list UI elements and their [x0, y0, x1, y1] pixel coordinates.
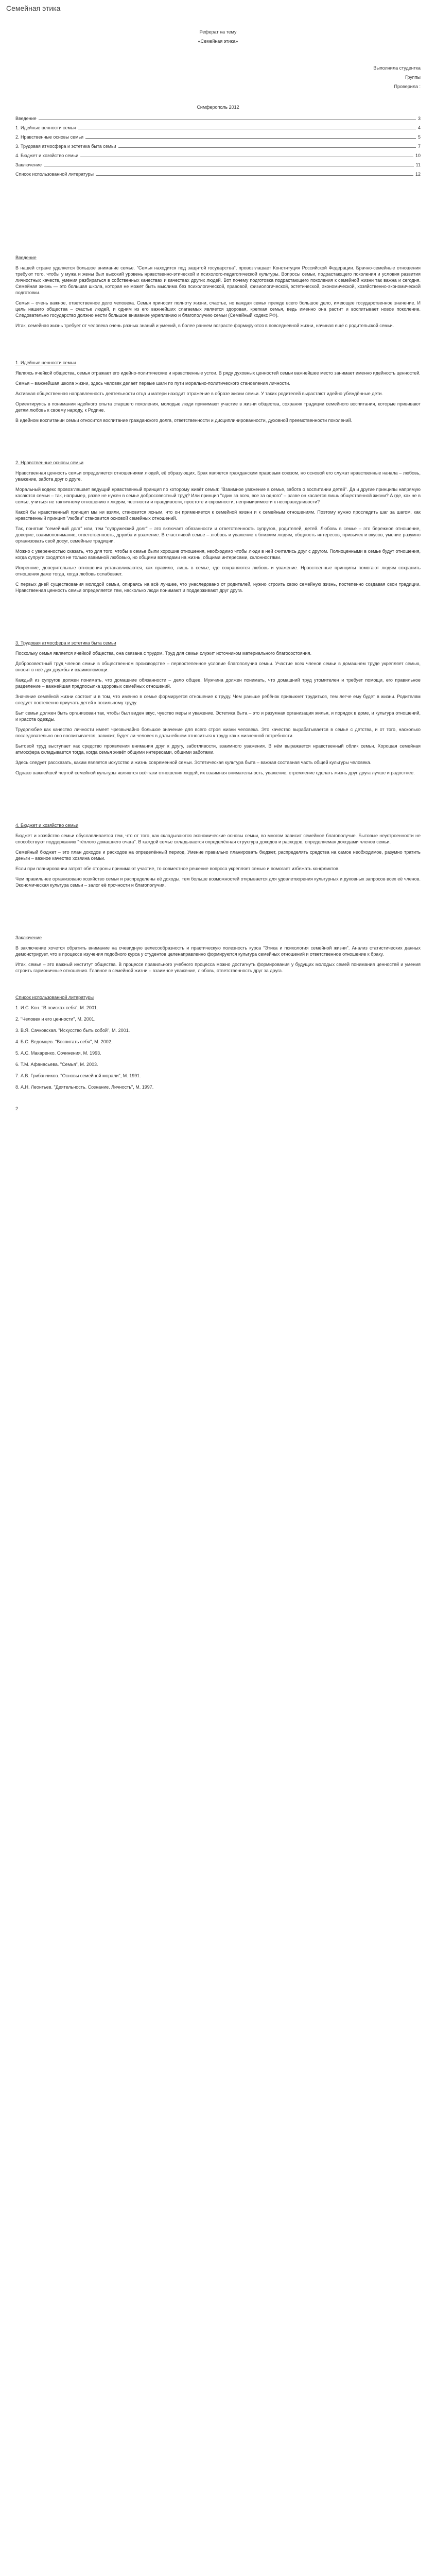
toc-label: Введение [15, 116, 37, 121]
intro-section [15, 255, 421, 329]
section-moral-foundations [15, 460, 421, 594]
list-item: 7. А.В. Грибанчиков. "Основы семейной морали", М. 1991. [15, 1073, 141, 1078]
toc-page: 12 [415, 172, 421, 177]
section-heading: Список использованной литературы [15, 995, 94, 1000]
group-label: Группы [405, 75, 421, 80]
paragraph: Семья – важнейшая школа жизни, здесь человек делает первые шаги по пути морально-политического становления личности. [15, 381, 290, 386]
section-heading: 3. Трудовая атмосфера и эстетика быта семьи [15, 640, 116, 646]
toc-label: 3. Трудовая атмосфера и эстетика быта семьи [15, 144, 116, 149]
checked-by: Проверила : [394, 84, 421, 89]
toc-label: 2. Нравственные основы семьи [15, 134, 84, 140]
paragraph: В заключение хочется обратить внимание на очевидную целесообразность и практическую полезность курса "Этика и психология семейной жизни". Анализ статистических данных демонстрирует, что в процессе изучения подобного курса у студентов целенаправленно формируются культура семейных отношений и ответственное отношение к браку. [15, 945, 421, 957]
paragraph: Являясь ячейкой общества, семья отражает его идейно-политические и нравственные устои. В ряду духовных ценностей семьи важнейшее место занимает именно идейность ценностей. [15, 370, 421, 376]
paragraph: Семья – очень важное, ответственное дело человека. Семья приносит полноту жизни, счастье, но каждая семья прежде всего большое дело, имеющее государственное значение. И цель нашего общества – счастье людей, и одним из его важнейших слагаемых является здоровая, крепкая семья, ведь именно она растит и воспитывает новое поколение. Следовательно государство должно нести большое внимание укреплению и благополучию семьи (Семейный кодекс РФ). [15, 300, 421, 318]
paragraph: Бытовой труд выступает как средство проявления внимания друг к другу, заботливости, взаимного уважения. В нём выражается нравственный облик семьи. Хорошая семейная атмосфера складывается тогда, когда семья живёт общими интересами, общими заботами. [15, 743, 421, 755]
paragraph: Добросовестный труд членов семьи в общественном производстве – первостепенное условие благополучия семьи. Участие всех членов семьи в домашнем труде укрепляет семью, вносит в неё дух дружбы и взаимопомощи. [15, 661, 421, 672]
paragraph: Ориентируясь в понимании идейного опыта старшего поколения, молодые люди принимают участие в жизни общества, сохраняя традиции семейного воспитания, которые прививают детям любовь к своему народу, к Родине. [15, 401, 421, 413]
document-body [15, 23, 421, 1112]
paragraph: Бюджет и хозяйство семьи обуславливается тем, что от того, как складываются экономические основы семьи, во многом зависит семейное благополучие. Бытовые неустроенности не способствуют поддержанию "тёплого домашнего очага". В каждой семье складывается определённая структура доходов и расходов, определяемая доходами членов семьи. [15, 833, 421, 844]
paragraph: Нравственная ценность семьи определяется отношениями людей, её образующих. Брак является гражданским правовым союзом, но основой его служат нравственные начала – любовь, уважение, забота друг о друге. [15, 470, 421, 482]
performed-by: Выполнила студентка [373, 65, 421, 71]
toc-row [15, 152, 421, 159]
toc-row [15, 162, 421, 168]
section-work-atmosphere [15, 640, 421, 776]
paragraph: Можно с уверенностью сказать, что для того, чтобы в семье были хорошие отношения, необходимо чтобы люди в ней считались друг с другом. Полноценными в семье будут отношения, когда супруги сходятся не только взаимной любовью, но общими взглядами на жизнь, общими интересами, склонностями. [15, 549, 421, 560]
paragraph: Итак, семья – это важный институт общества. В процессе правильного учебного процесса можно достигнуть формирования у будущих молодых семей понимания ценностей и умения строить гармоничные отношения. Главное в семейной жизни – взаимное уважение, любовь, ответственность друг за друга. [15, 962, 421, 973]
toc-row [15, 134, 421, 140]
paragraph: Итак, семейная жизнь требует от человека очень разных знаний и умений, в более раннем возрасте формируются в повседневной жизни, начиная ещё с родительской семьи. [15, 323, 394, 328]
toc-leader [118, 147, 416, 148]
toc-page: 7 [417, 144, 421, 149]
paragraph: Если при планировании затрат обе стороны принимают участие, то совместное решение вопроса укрепляет семью и помогает избежать конфликтов. [15, 866, 340, 871]
paragraph: Здесь следует рассказать, каким является искусство и жизнь современной семьи. Эстетическая культура быта – важная составная часть общей культуры человека. [15, 760, 372, 765]
title-block [15, 29, 421, 44]
paragraph: Какой бы нравственный принцип мы ни взяли, становится ясным, что он применяется к семейной жизни и к семейным отношениям. Поэтому нужно проследить шаг за шагом, как нравственный принцип "любви" становится основой семейных отношений. [15, 510, 421, 521]
list-item: 1. И.С. Кон. "В поисках себя", М. 2001. [15, 1005, 98, 1010]
section-ideological-values [15, 360, 421, 423]
paragraph: Так, понятие "семейный долг" или, тем "супружеский долг" – это включает обязанности и ответственность супругов, родителей, детей. Любовь в семье – это бережное отношение, доверие, взаимопонимание, ответственность, дружба и уважение. В счастливой семье – любовь и уважение к близким людям, общность интересов, привычек и вкусов, умение разумно организовать свой досуг, семейные традиции. [15, 526, 421, 544]
paragraph: Однако важнейшей чертой семейной культуры являются всё-таки отношения людей, их взаимная внимательность, уважение, стремление сделать жизнь друг друга лучше и радостнее. [15, 770, 415, 775]
toc-label: 4. Бюджет и хозяйство семьи [15, 153, 79, 158]
document-title: Семейная этика [6, 4, 61, 12]
sources-section [15, 994, 421, 1090]
paragraph: В нашей стране уделяется большое внимание семье. "Семья находится под защитой государства", провозглашает Конституция Российской Федерации. Брачно-семейные отношения требуют того, чтобы у мужа и жены был высокий уровень нравственно-этической и психолого-педагогической культуры. Вопросы семьи, подрастающего поколения и условия развития личностных качеств, умения разбираться в собственных качествах и качествах других людей. Вот почему подготовка подрастающего поколения к семейной жизни так важна и сегодня. Семейная жизнь — это большая школа, которая не может быть мыслима без психологической, правовой, физиологической, эстетической, экономической, хозяйственно-экономической подготовки. [15, 265, 421, 295]
toc-row [15, 143, 421, 149]
toc-label: Заключение [15, 162, 42, 167]
paragraph: Значение семейной жизни состоит и в том, что именно в семье формируется отношение к труду. Чем раньше ребёнок привыкнет трудиться, тем легче ему будет в жизни. Родителям следует постепенно приучать детей к посильному труду. [15, 694, 421, 705]
list-item: 6. Т.М. Афанасьева. "Семья", М. 2003. [15, 1062, 98, 1067]
intro-heading: Введение [15, 255, 37, 260]
toc-page: 4 [417, 125, 421, 130]
conclusion-section [15, 935, 421, 974]
list-item: 2. "Человек и его ценности", М. 2001. [15, 1016, 96, 1022]
toc-leader [96, 175, 413, 176]
toc-leader [85, 138, 416, 139]
section-heading: 2. Нравственные основы семьи [15, 460, 84, 465]
paragraph: Трудолюбие как качество личности имеет чрезвычайно большое значение для всего строя жизни человека. Это качество вырабатывается в семье с детства, и от того, насколько последовательно оно воспитывается, зависит, будет ли человек в дальнейшем относиться к труду как к жизненной потребности. [15, 727, 421, 738]
list-item: 8. А.Н. Леонтьев. "Деятельность. Сознание. Личность", М. 1997. [15, 1084, 154, 1090]
toc-page: 11 [415, 162, 421, 167]
sources-list [15, 1005, 421, 1090]
toc-label: 1. Идейные ценности семьи [15, 125, 76, 130]
toc-page: 10 [415, 153, 421, 158]
list-item: 5. А.С. Макаренко. Сочинения, М. 1993. [15, 1050, 101, 1056]
paragraph: Семейный бюджет – это план доходов и расходов на определённый период. Умение правильно планировать бюджет, распределять средства на самое необходимое, разумно тратить деньги – важное качество хозяина семьи. [15, 850, 421, 861]
section-heading: 1. Идейные ценности семьи [15, 360, 76, 365]
paragraph: Чем правильнее организовано хозяйство семьи и распределены её доходы, тем больше возможностей открывается для удовлетворения культурных и духовных запросов всех её членов. Экономическая культура семьи – залог её прочности и благополучия. [15, 876, 421, 888]
list-item: 4. Б.С. Ведомцев. "Воспитать себя", М. 2002. [15, 1039, 113, 1044]
paragraph: Искренние, доверительные отношения устанавливаются, как правило, лишь в семье, где сохраняются любовь и уважение. Нравственные принципы помогают людям сохранить отношения даже тогда, когда любовь ослабевает. [15, 565, 421, 577]
paragraph: Каждый из супругов должен понимать, что домашние обязанности – дело общее. Мужчина должен понимать, что домашний труд утомителен и требует помощи, его правильное разделение – важнейшая предпосылка здоровых семейных отношений. [15, 677, 421, 689]
section-heading: Заключение [15, 935, 42, 940]
toc-row [15, 115, 421, 122]
toc-row [15, 125, 421, 131]
page-number: 2 [15, 1106, 19, 1111]
paragraph: Поскольку семья является ячейкой общества, она связана с трудом. Труд для семьи служит источником материального благосостояния. [15, 651, 311, 656]
paragraph: Моральный кодекс провозглашает ведущий нравственный принцип по которому живёт семья: "Взаимное уважение в семье, забота о воспитании детей". Да и другие принципы напрямую касаются семьи – так, например, разве не нужен в семье добросовестный труд? Или принцип "один за всех, все за одного" – разве он касается лишь общественной жизни? А где, как не в семье, учиться не тактичному отношению к людям, честности и правдивости, простоте и скромности, непримиримости к несправедливости? [15, 487, 421, 504]
paragraph: В идейном воспитании семьи относится воспитание гражданского долга, ответственности и дисциплинированности, духовной преемственности поколений. [15, 418, 353, 423]
section-budget [15, 822, 421, 888]
toc-label: Список использованной литературы [15, 172, 94, 177]
table-of-contents [15, 115, 421, 177]
section-heading: 4. Бюджет и хозяйство семьи [15, 823, 79, 828]
toc-page: 3 [417, 116, 421, 121]
referat-label: Реферат на тему [199, 29, 237, 35]
city-year: Симферополь 2012 [197, 105, 239, 110]
paragraph: С первых дней существования молодой семьи, опираясь на всё лучшее, что унаследовано от родителей, нужно строить свою семейную жизнь, постепенно создавая свои традиции. Нравственная ценность семьи определяется тем, насколько люди понимают и поддерживают друг друга. [15, 582, 421, 593]
paragraph: Быт семьи должен быть организован так, чтобы был виден вкус, чувство меры и уважение. Эстетика быта – это и разумная организация жилья, и порядок в доме, и культура отношений, и красота одежды. [15, 710, 421, 722]
list-item: 3. В.Я. Сачковская. "Искусство быть собой", М. 2001. [15, 1028, 130, 1033]
toc-page: 5 [417, 134, 421, 140]
referat-topic: «Семейная этика» [198, 39, 238, 44]
author-block [15, 65, 421, 90]
paragraph: Активная общественная направленность деятельности отца и матери находит отражение в образе жизни семьи. У таких родителей вырастают идейно убеждённые дети. [15, 391, 383, 396]
toc-row [15, 171, 421, 177]
